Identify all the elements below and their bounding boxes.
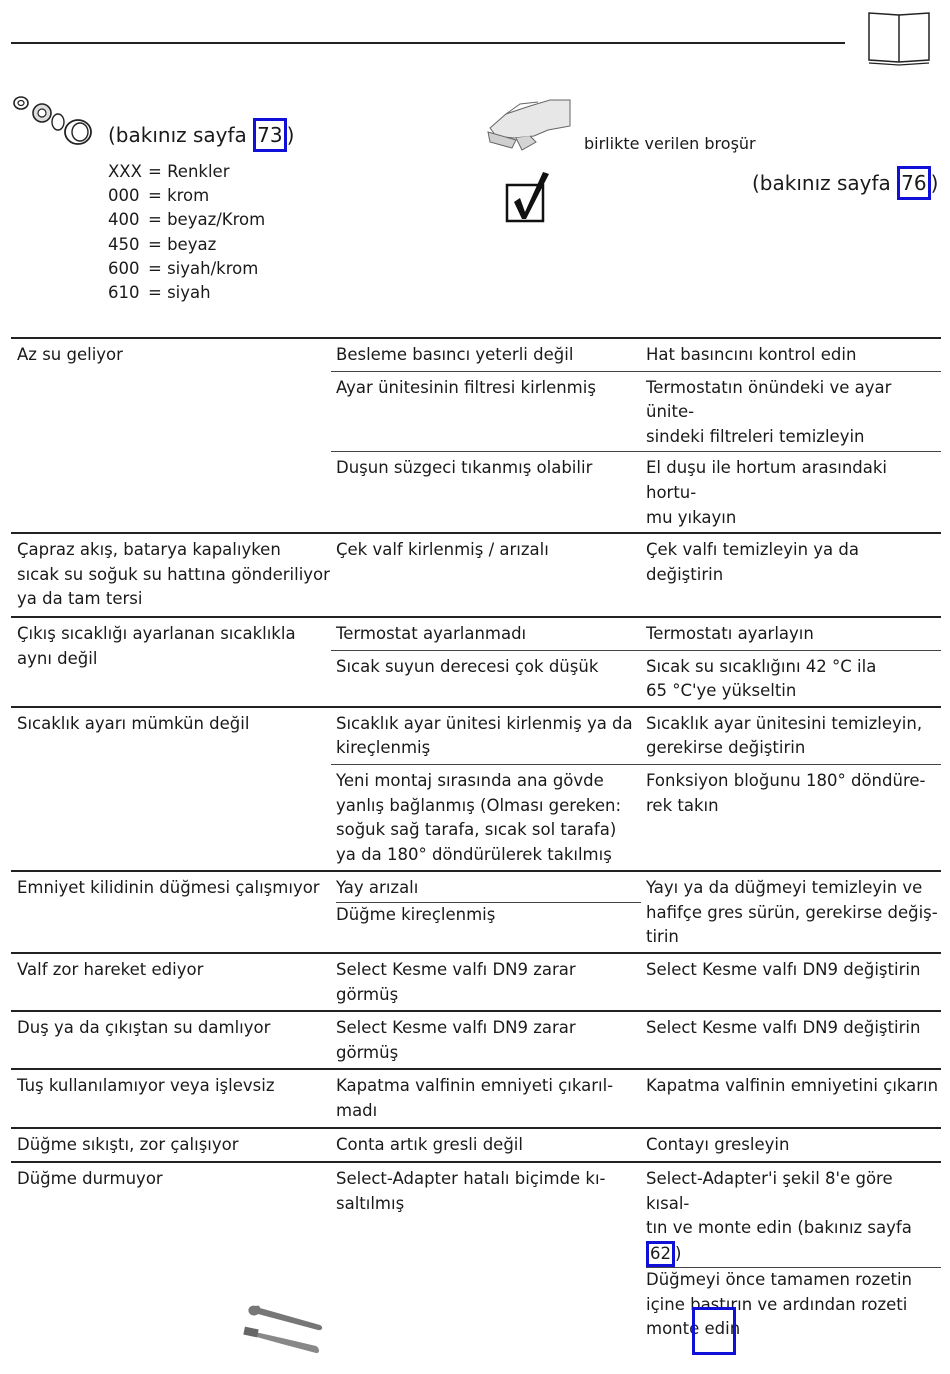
fix-cell <box>641 765 941 870</box>
troubleshooting-table <box>11 337 941 1344</box>
cause-text: Besleme basıncı yeterli değil <box>336 345 574 364</box>
cause-fix-pair <box>331 764 941 870</box>
table-row <box>11 706 941 871</box>
problem-cell: Emniyet kilidinin düğmesi çalışmıyor <box>17 878 320 898</box>
fix-text: El duşu ile hortum arasındaki hortu- mu yıkayın <box>646 458 887 527</box>
cause-fix-pair <box>331 1012 941 1068</box>
header-rule <box>11 42 845 44</box>
fix-text: Termostatı ayarlayın <box>646 623 814 643</box>
checkbox-checked-icon <box>505 168 551 224</box>
problem-cell: Düğme durmuyor <box>17 1169 163 1189</box>
table-row <box>11 1127 941 1162</box>
fix-cell <box>641 872 941 952</box>
cause-cell <box>331 618 641 650</box>
fix-text: Sıcak su sıcaklığını 42 °C ila 65 °C'ye yükseltin <box>646 656 877 701</box>
spare-parts-reference: (bakınız sayfa 73 ) <box>108 118 294 152</box>
fix-text-suffix: ) <box>675 1244 682 1263</box>
color-label: = krom <box>148 186 210 206</box>
cause-text: Yeni montaj sırasında ana gövde yanlış bağlanmış (Olması gereken: soğuk sağ tarafa, sıcak sol tarafa) ya da 180° döndürülerek takılmış <box>336 770 622 864</box>
table-row <box>11 1161 941 1344</box>
fix-cell <box>641 534 941 589</box>
table-row <box>11 532 941 616</box>
cause-fix-pair <box>331 872 941 952</box>
cleaning-reference: (bakınız sayfa 76 ) <box>752 166 938 200</box>
fix-cell <box>641 618 941 650</box>
cause-text: Termostat ayarlanmadı <box>336 623 527 643</box>
cause-text: Duşun süzgeci tıkanmış olabilir <box>336 458 593 478</box>
cause-text: Ayar ünitesinin filtresi kirlenmiş <box>336 377 596 397</box>
cause-fix-pair <box>331 534 941 589</box>
cause-cell <box>331 954 641 1010</box>
fix-text-body: Select-Adapter'i şekil 8'e göre kısal- tın ve monte edin (bakınız sayfa <box>646 1169 912 1238</box>
problem-cell: Tuş kullanılamıyor veya işlevsiz <box>17 1076 275 1096</box>
table-row <box>11 616 941 706</box>
cause-fix-pair <box>331 650 941 706</box>
problem-cell: Çıkış sıcaklığı ayarlanan sıcaklıkla aynı değil <box>17 623 296 668</box>
fix-text: Select Kesme valfı DN9 değiştirin <box>646 1018 921 1038</box>
color-code: 000 <box>108 186 140 206</box>
color-label: = beyaz/Krom <box>148 210 266 230</box>
problem-cell: Sıcaklık ayarı mümkün değil <box>17 713 250 733</box>
table-row <box>11 1010 941 1068</box>
color-code-list <box>108 160 265 305</box>
color-code: XXX <box>108 162 142 181</box>
table-row <box>11 870 941 952</box>
fix-cell <box>641 1129 941 1161</box>
page-link-73[interactable]: 73 <box>253 118 286 152</box>
cause-cell <box>331 534 641 589</box>
problem-cell: Az su geliyor <box>17 345 123 364</box>
color-code-item <box>108 208 265 232</box>
cause-text: Conta artık gresli değil <box>336 1134 523 1154</box>
fix-text: Contayı gresleyin <box>646 1134 790 1154</box>
fix-text: Düğmeyi önce tamamen rozetin içine bastırın ve ardından rozeti monte edin <box>646 1267 941 1342</box>
cause-fix-pair <box>331 339 941 371</box>
fix-cell <box>641 954 941 1010</box>
page-link-76[interactable]: 76 <box>897 166 930 200</box>
cause-text: Çek valf kirlenmiş / arızalı <box>336 540 549 560</box>
fix-text: Sıcaklık ayar ünitesini temizleyin, gerekirse değiştirin <box>646 713 923 758</box>
table-row <box>11 952 941 1010</box>
cause-cell <box>331 872 641 952</box>
fix-cell <box>641 1163 941 1344</box>
cause-cell <box>331 708 641 764</box>
cause-cell <box>331 452 641 532</box>
fix-cell <box>641 452 941 532</box>
wrench-screwdriver-icon <box>242 1298 326 1358</box>
cause-fix-pair <box>331 1129 941 1161</box>
cause-cell <box>331 1070 641 1126</box>
hand-cleaning-icon <box>486 92 572 152</box>
cause-text: Select Kesme valfı DN9 zarar görmüş <box>336 1018 576 1062</box>
cause-text: Kapatma valfinin emniyeti çıkarıl- madı <box>336 1076 614 1121</box>
cause-cell <box>331 1129 641 1161</box>
cause-fix-pair <box>331 451 941 532</box>
problem-cell: Valf zor hareket ediyor <box>17 960 204 980</box>
problem-cell: Duş ya da çıkıştan su damlıyor <box>17 1018 271 1038</box>
cause-cell <box>331 1163 641 1344</box>
cause-cell <box>331 339 641 371</box>
color-label: = beyaz <box>148 234 217 254</box>
page-link-62[interactable]: 62 <box>646 1241 675 1267</box>
color-code: 610 <box>108 283 140 303</box>
fix-cell <box>641 1012 941 1068</box>
color-code-item <box>108 184 265 208</box>
color-code-item <box>108 257 265 281</box>
color-code-item <box>108 281 265 305</box>
cause-text: Sıcaklık ayar ünitesi kirlenmiş ya da kireçlenmiş <box>336 713 633 758</box>
color-label: = Renkler <box>148 162 230 181</box>
color-code: 400 <box>108 210 140 230</box>
fix-text: Hat basıncını kontrol edin <box>646 345 857 364</box>
table-row <box>11 1068 941 1126</box>
cause-text: Select-Adapter hatalı biçimde kı- saltılmış <box>336 1169 606 1213</box>
cause-fix-pair <box>331 954 941 1010</box>
open-book-icon <box>866 10 932 66</box>
fix-text: Kapatma valfinin emniyetini çıkarın <box>646 1076 939 1096</box>
brochure-note: birlikte verilen broşür <box>584 134 756 153</box>
cause-cell <box>331 372 641 452</box>
cause-text: Yay arızalı <box>336 878 419 898</box>
fix-cell <box>641 708 941 764</box>
problem-cell: Düğme sıkıştı, zor çalışıyor <box>17 1134 239 1154</box>
blank-box-icon <box>692 1307 736 1355</box>
cause-text: Sıcak suyun derecesi çok düşük <box>336 656 599 676</box>
cause-fix-pair <box>331 618 941 650</box>
cause-cell <box>331 1012 641 1068</box>
color-label: = siyah <box>148 283 211 303</box>
problem-cell: Çapraz akış, batarya kapalıyken sıcak su soğuk su hattına gönderiliyor ya da tam tersi <box>17 540 330 609</box>
cause-fix-pair <box>331 708 941 764</box>
fix-text: Select Kesme valfı DN9 değiştirin <box>646 960 921 980</box>
cause-text: Select Kesme valfı DN9 zarar görmüş <box>336 960 576 1004</box>
fix-cell <box>641 1070 941 1126</box>
fix-text: Çek valfı temizleyin ya da değiştirin <box>646 540 860 584</box>
color-code: 450 <box>108 234 140 254</box>
fix-cell <box>641 372 941 452</box>
cause-fix-pair <box>331 1070 941 1126</box>
fix-cell <box>641 651 941 706</box>
fix-text <box>646 1167 941 1267</box>
fix-cell <box>641 339 941 371</box>
color-label: = siyah/krom <box>148 258 259 278</box>
fix-text: Termostatın önündeki ve ayar ünite- sindeki filtreleri temizleyin <box>646 377 892 446</box>
fix-text: Fonksiyon bloğunu 180° döndüre- rek takın <box>646 770 926 815</box>
table-row <box>11 337 941 532</box>
cause-cell <box>331 651 641 706</box>
cause-cell <box>331 765 641 870</box>
cause-text: Düğme kireçlenmiş <box>336 902 641 929</box>
cause-fix-pair <box>331 1163 941 1344</box>
color-code: 600 <box>108 258 140 278</box>
fix-text: Yayı ya da düğmeyi temizleyin ve hafifçe gres sürün, gerekirse değiş- tirin <box>646 878 938 947</box>
color-code-item <box>108 233 265 257</box>
spare-parts-icon <box>12 94 96 146</box>
cause-fix-pair <box>331 371 941 452</box>
color-code-item <box>108 160 265 184</box>
